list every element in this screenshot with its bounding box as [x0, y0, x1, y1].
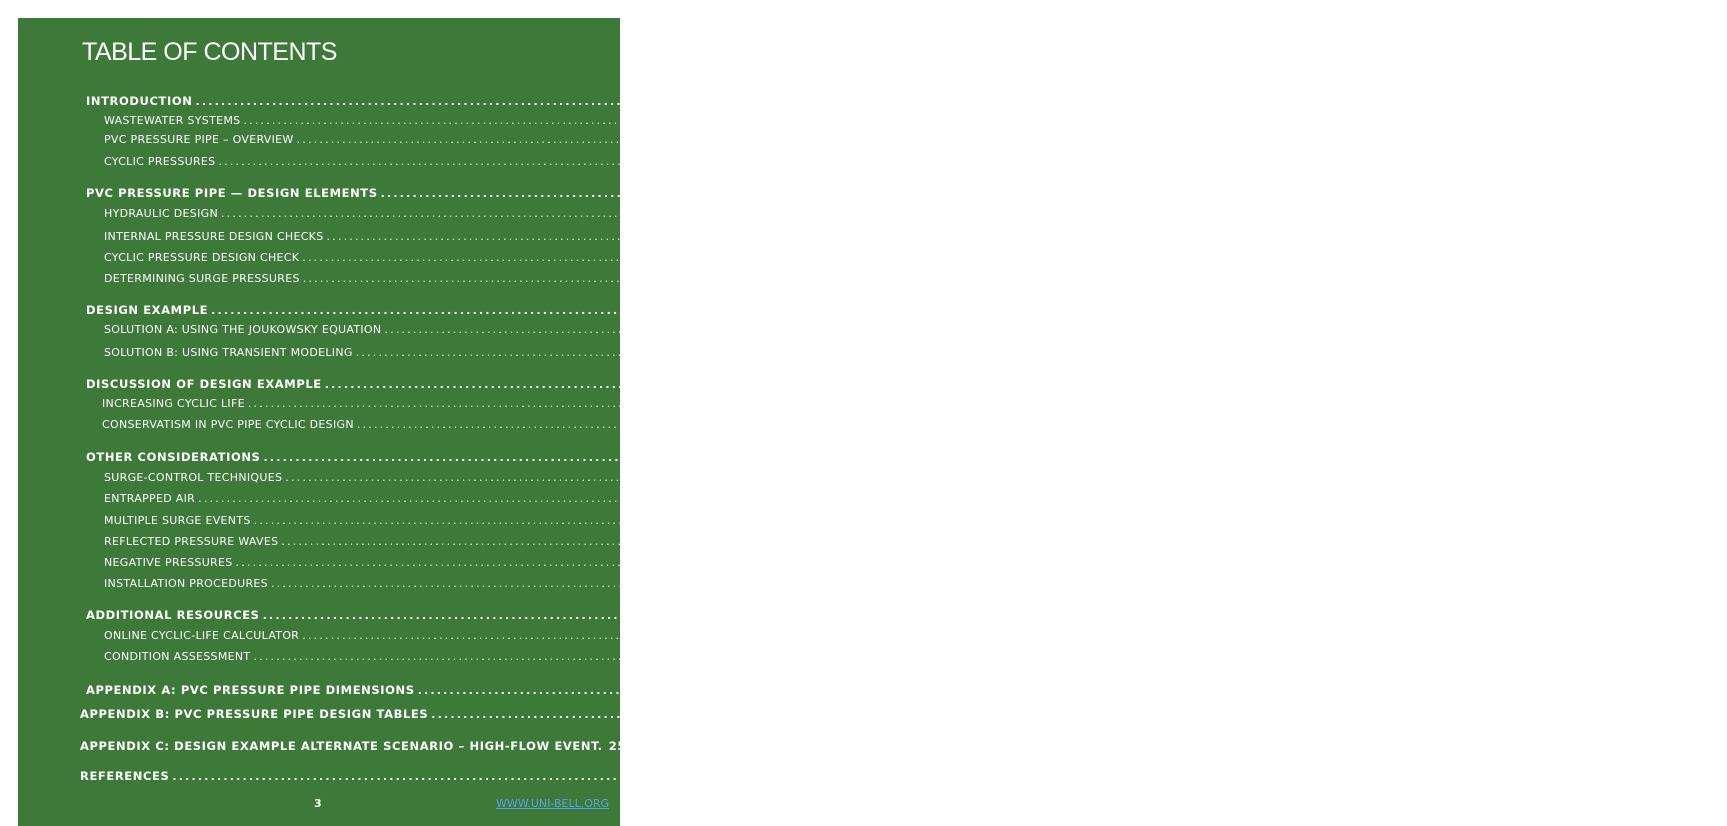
toc-entry-page: .4	[1360, 155, 1372, 168]
toc-entry[interactable]	[104, 471, 1447, 484]
toc-entry[interactable]	[80, 739, 626, 753]
dot-leader: ........................................................................................................................................................................................................	[211, 304, 1487, 317]
toc-entry-page: .6	[1444, 251, 1456, 264]
toc-entry[interactable]	[104, 272, 1457, 285]
toc-entry-page: .18	[1427, 471, 1447, 484]
toc-entry[interactable]	[104, 346, 1517, 359]
toc-entry[interactable]	[104, 650, 1415, 663]
dot-leader: ........................................................................................................................................................................................................	[431, 708, 1707, 721]
toc-entry-label: CYCLIC PRESSURES	[104, 155, 216, 168]
website-link[interactable]: WWW.UNI-BELL.ORG	[496, 797, 610, 810]
toc-entry-page: .5	[1468, 230, 1480, 243]
toc-entry-label: SOLUTION A: USING THE JOUKOWSKY EQUATION	[104, 323, 382, 336]
dot-leader: ........................................................................................................................................................................................................	[355, 346, 1496, 359]
toc-entry[interactable]	[104, 323, 1546, 336]
toc-entry[interactable]	[104, 155, 1372, 168]
toc-entry[interactable]	[104, 577, 1432, 590]
toc-entry-label: PVC PRESSURE PIPE – OVERVIEW	[104, 133, 294, 146]
toc-entry-label: INCREASING CYCLIC LIFE	[102, 397, 245, 410]
toc-entry-page: .21	[1423, 535, 1443, 548]
toc-entry-page: .18	[1395, 514, 1415, 527]
toc-entry[interactable]	[104, 629, 1463, 642]
toc-entry-page: 24	[1709, 707, 1727, 721]
dot-leader: ........................................................................................................................................................................................................	[380, 187, 1657, 200]
dot-leader: ........................................................................................................................................................................................................	[253, 514, 1393, 527]
toc-entry[interactable]	[86, 94, 1483, 108]
toc-entry[interactable]	[80, 707, 1727, 721]
toc-entry-label: REFLECTED PRESSURE WAVES	[104, 535, 279, 548]
toc-entry-page: .4	[1438, 133, 1451, 146]
dot-leader: ........................................................................................................................................................................................................	[302, 272, 1443, 285]
toc-entry-page: .22	[1444, 629, 1463, 642]
dot-leader: ........................................................................................................................................................................................................	[253, 650, 1393, 663]
toc-entry-label: APPENDIX A: PVC PRESSURE PIPE DIMENSIONS	[86, 683, 415, 697]
toc-entry-label: INSTALLATION PROCEDURES	[104, 577, 268, 590]
toc-entry-label: DESIGN EXAMPLE	[86, 303, 209, 317]
toc-entry-page: 5	[1659, 186, 1668, 200]
toc-entry-page: 30	[1451, 769, 1469, 783]
toc-entry-page: .8	[1445, 272, 1457, 285]
dot-leader: ........................................................................................................................................................................................................	[302, 251, 1442, 264]
dot-leader: ........................................................................................................................................................................................................	[262, 609, 1539, 622]
toc-entry-label: ENTRAPPED AIR	[104, 492, 196, 505]
toc-entry-label: SURGE-CONTROL TECHNIQUES	[104, 471, 283, 484]
toc-entry-page: 25	[608, 739, 626, 753]
toc-entry-page: .18	[1340, 492, 1359, 505]
toc-entry[interactable]	[86, 303, 1508, 317]
toc-entry-label: INTRODUCTION	[86, 94, 193, 108]
toc-entry-label: NEGATIVE PRESSURES	[104, 556, 233, 569]
dot-leader: ........................................................................................................................................................................................................	[220, 207, 1361, 220]
toc-entry[interactable]	[104, 556, 1397, 569]
dot-leader: ........................................................................................................................................................................................................	[195, 95, 1472, 108]
toc-entry-page: .21	[1377, 556, 1397, 569]
toc-entry-label: CYCLIC PRESSURE DESIGN CHECK	[104, 251, 300, 264]
dot-leader: ........................................................................................................................................................................................................	[326, 230, 1466, 243]
toc-entry-label: SOLUTION B: USING TRANSIENT MODELING	[104, 346, 353, 359]
toc-entry[interactable]	[104, 133, 1451, 146]
page-title: TABLE OF CONTENTS	[82, 38, 337, 66]
toc-entry-label: REFERENCES	[80, 769, 170, 783]
toc-entry[interactable]	[104, 207, 1375, 220]
dot-leader: ........................................................................................................................................................................................................	[172, 770, 1449, 783]
toc-entry-label: HYDRAULIC DESIGN	[104, 207, 218, 220]
dot-leader: ........................................................................................................................................................................................................	[356, 418, 1497, 431]
toc-entry-label: WASTEWATER SYSTEMS	[104, 114, 241, 127]
toc-entry-page: .17	[1499, 418, 1518, 431]
toc-entry-page: .4	[1385, 114, 1397, 127]
toc-entry-page: 4	[1474, 94, 1483, 108]
toc-entry-label: CONSERVATISM IN PVC PIPE CYCLIC DESIGN	[102, 418, 354, 431]
toc-entry-label: INTERNAL PRESSURE DESIGN CHECKS	[104, 230, 324, 243]
toc-entry[interactable]	[86, 683, 1714, 697]
toc-entry-label: PVC PRESSURE PIPE — DESIGN ELEMENTS	[86, 186, 378, 200]
toc-entry-label: CONDITION ASSESSMENT	[104, 650, 251, 663]
toc-entry-page: .13	[1498, 346, 1517, 359]
toc-entry-page: .17	[1390, 397, 1409, 410]
toc-entry-label: DETERMINING SURGE PRESSURES	[104, 272, 300, 285]
dot-leader: ........................................................................................................................................................................................................	[235, 556, 1375, 569]
toc-entry-label: ONLINE CYCLIC-LIFE CALCULATOR	[104, 629, 300, 642]
toc-entry-page: .22	[1395, 650, 1415, 663]
toc-entry[interactable]	[104, 492, 1359, 505]
dot-leader: ........................................................................................................................................................................................................	[270, 577, 1411, 590]
toc-entry[interactable]	[86, 377, 1621, 391]
dot-leader: ........................................................................................................................................................................................................	[285, 471, 1425, 484]
toc-entry-page: .21	[1413, 577, 1432, 590]
dot-leader: ........................................................................................................................................................................................................	[263, 451, 1540, 464]
toc-entry[interactable]	[86, 450, 1560, 464]
toc-entry[interactable]	[86, 608, 1559, 622]
dot-leader: ........................................................................................................................................................................................................	[296, 133, 1436, 146]
dot-leader: ........................................................................................................................................................................................................	[302, 629, 1442, 642]
toc-entry-page: 22	[1541, 608, 1559, 622]
toc-entry-page: 23	[1696, 683, 1714, 697]
dot-leader: ........................................................................................................................................................................................................	[417, 684, 1694, 697]
toc-entry[interactable]	[102, 397, 1409, 410]
toc-entry[interactable]	[104, 514, 1415, 527]
dot-leader: ........................................................................................................................................................................................................	[243, 114, 1383, 127]
toc-entry-page: 17	[1603, 377, 1621, 391]
toc-entry-label: DISCUSSION OF DESIGN EXAMPLE	[86, 377, 322, 391]
toc-entry[interactable]	[80, 769, 1469, 783]
toc-entry[interactable]	[104, 114, 1397, 127]
toc-entry[interactable]	[104, 251, 1456, 264]
toc-entry-label: APPENDIX C: DESIGN EXAMPLE ALTERNATE SCENARIO – HIGH-FLOW EVENT.	[80, 739, 603, 753]
toc-entry-label: APPENDIX B: PVC PRESSURE PIPE DESIGN TABLES	[80, 707, 429, 721]
dot-leader: ........................................................................................................................................................................................................	[218, 155, 1358, 168]
dot-leader: ........................................................................................................................................................................................................	[247, 397, 1388, 410]
toc-entry-page: 10	[1489, 303, 1508, 317]
toc-entry-label: OTHER CONSIDERATIONS	[86, 450, 261, 464]
toc-entry[interactable]	[102, 418, 1518, 431]
dot-leader: ........................................................................................................................................................................................................	[384, 323, 1524, 336]
dot-leader: ........................................................................................................................................................................................................	[324, 378, 1601, 391]
toc-entry[interactable]	[104, 230, 1480, 243]
page-number: 3	[314, 797, 322, 810]
toc-entry-label: ADDITIONAL RESOURCES	[86, 608, 260, 622]
dot-leader: ........................................................................................................................................................................................................	[198, 492, 1338, 505]
toc-entry[interactable]	[86, 186, 1668, 200]
toc-entry-page: .11	[1526, 323, 1546, 336]
toc-entry-page: .5	[1363, 207, 1375, 220]
dot-leader: ........................................................................................................................................................................................................	[281, 535, 1421, 548]
toc-entry[interactable]	[104, 535, 1443, 548]
toc-entry-page: 18	[1542, 450, 1560, 464]
toc-entry-label: MULTIPLE SURGE EVENTS	[104, 514, 251, 527]
